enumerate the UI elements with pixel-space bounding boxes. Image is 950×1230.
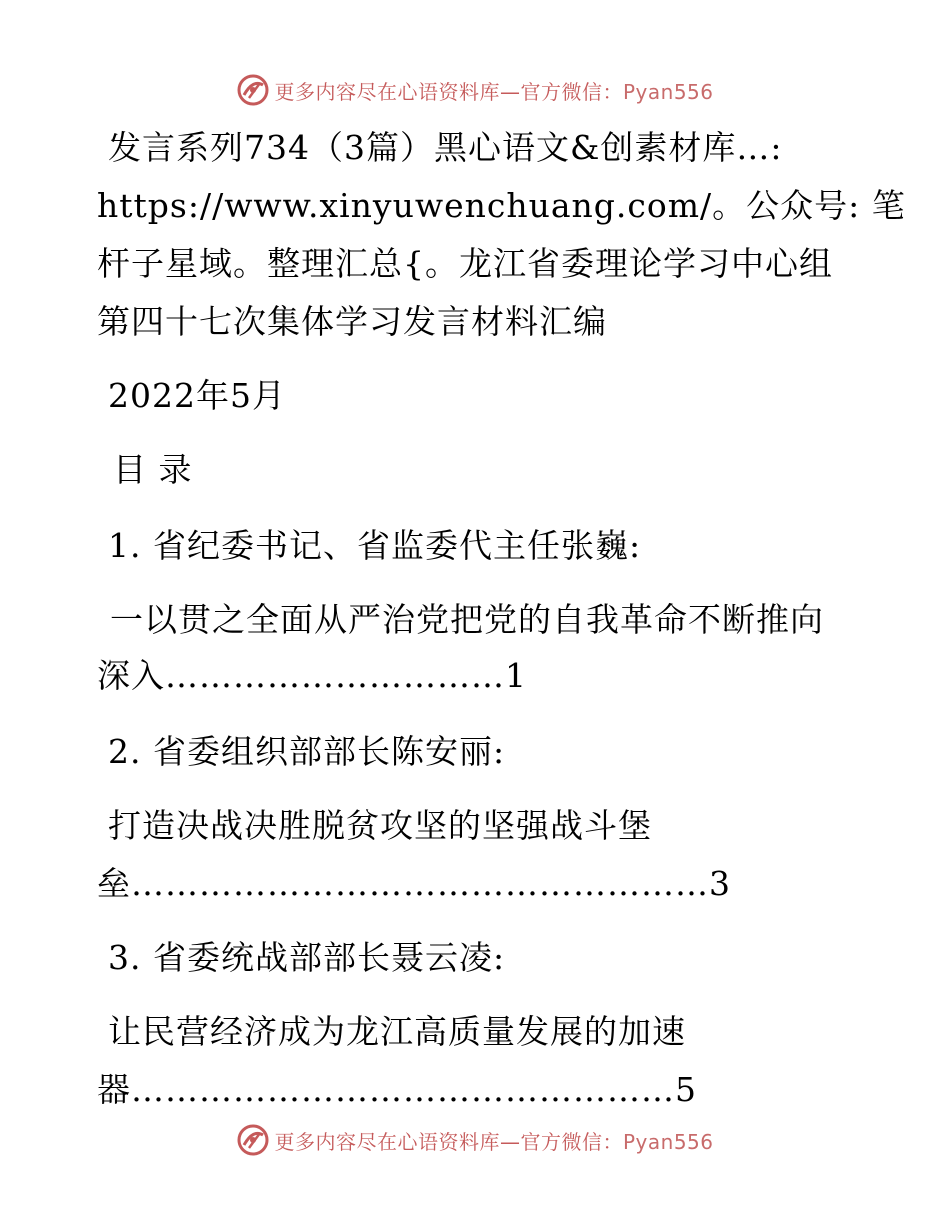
- brand-logo-icon: [236, 73, 270, 107]
- header-line-2: https://www.xinyuwenchuang.com/。公众号: 笔: [97, 186, 906, 225]
- toc-item-3-title-line-2: 器…………………………………………5: [97, 1070, 697, 1109]
- toc-item-2-title-line-2: 垒……………………………………………3: [97, 864, 731, 903]
- toc-item-2-heading: 2. 省委组织部部长陈安丽:: [108, 732, 506, 771]
- brand-logo-icon: [236, 1123, 270, 1157]
- toc-item-3-heading: 3. 省委统战部部长聂云凌:: [108, 938, 506, 977]
- toc-item-1-heading: 1. 省纪委书记、省监委代主任张巍:: [108, 526, 642, 565]
- document-date: 2022年5月: [108, 376, 286, 415]
- banner-wechat-id: Pyan556: [622, 1129, 714, 1154]
- banner-text: 更多内容尽在心语资料库—官方微信：: [274, 79, 623, 104]
- header-line-4: 第四十七次集体学习发言材料汇编: [97, 302, 607, 341]
- toc-item-1-title-line-1: 一以贯之全面从严治党把党的自我革命不断推向: [110, 600, 824, 639]
- toc-title: 目 录: [113, 450, 193, 489]
- toc-item-2-title-line-1: 打造决战决胜脱贫攻坚的坚强战斗堡: [108, 806, 652, 845]
- header-line-1: 发言系列734（3篇）黑心语文&创素材库…:: [108, 128, 783, 167]
- toc-item-1-title-line-2: 深入…………………………1: [97, 656, 527, 695]
- header-line-3: 杆子星域。整理汇总{。龙江省委理论学习中心组: [97, 244, 833, 283]
- bottom-watermark-banner: [0, 1120, 950, 1160]
- banner-wechat-id: Pyan556: [622, 79, 714, 104]
- toc-item-3-title-line-1: 让民营经济成为龙江高质量发展的加速: [108, 1012, 686, 1051]
- banner-text: 更多内容尽在心语资料库—官方微信：: [274, 1129, 623, 1154]
- top-watermark-banner: [0, 70, 950, 110]
